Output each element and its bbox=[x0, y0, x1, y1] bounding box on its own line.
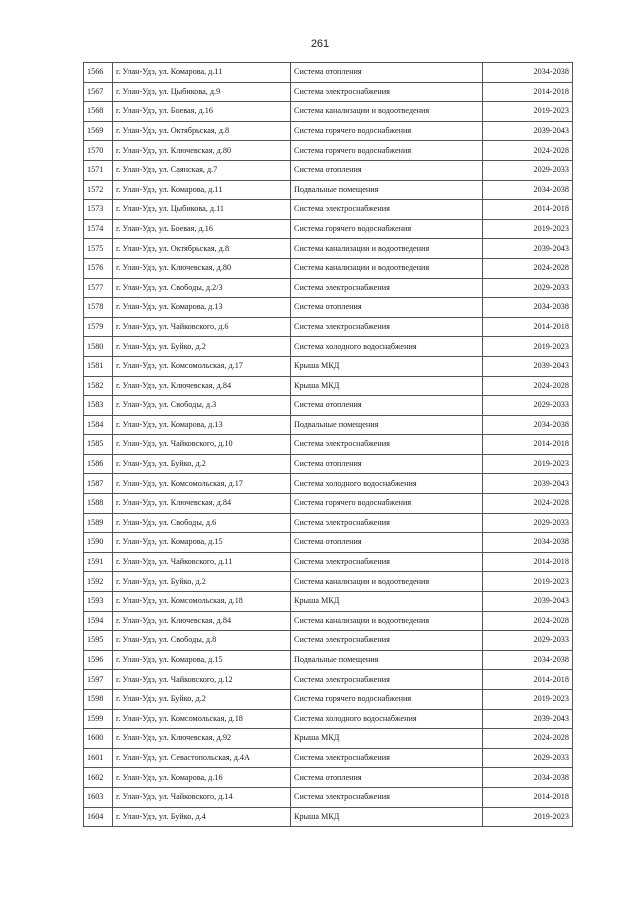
period-cell: 2029-2033 bbox=[483, 160, 573, 180]
row-number-cell: 1592 bbox=[84, 572, 113, 592]
address-cell: г. Улан-Удэ, ул. Цыбикова, д.11 bbox=[113, 200, 291, 220]
system-cell: Система горячего водоснабжения bbox=[291, 141, 483, 161]
row-number-cell: 1586 bbox=[84, 454, 113, 474]
address-cell: г. Улан-Удэ, ул. Буйко, д.2 bbox=[113, 690, 291, 710]
row-number-cell: 1582 bbox=[84, 376, 113, 396]
table-row bbox=[84, 160, 573, 180]
period-cell: 2019-2023 bbox=[483, 337, 573, 357]
period-cell: 2039-2043 bbox=[483, 474, 573, 494]
address-cell: г. Улан-Удэ, ул. Буйко, д.2 bbox=[113, 454, 291, 474]
period-cell: 2014-2018 bbox=[483, 552, 573, 572]
table-row bbox=[84, 748, 573, 768]
registry-table-body bbox=[84, 63, 573, 827]
system-cell: Крыша МКД bbox=[291, 376, 483, 396]
period-cell: 2029-2033 bbox=[483, 278, 573, 298]
system-cell: Система отопления bbox=[291, 298, 483, 318]
address-cell: г. Улан-Удэ, ул. Комарова, д.15 bbox=[113, 533, 291, 553]
system-cell: Крыша МКД bbox=[291, 807, 483, 827]
table-row bbox=[84, 435, 573, 455]
system-cell: Система канализации и водоотведения bbox=[291, 611, 483, 631]
table-row bbox=[84, 317, 573, 337]
address-cell: г. Улан-Удэ, ул. Ключевская, д.80 bbox=[113, 258, 291, 278]
address-cell: г. Улан-Удэ, ул. Свободы, д.3 bbox=[113, 396, 291, 416]
row-number-cell: 1580 bbox=[84, 337, 113, 357]
system-cell: Система канализации и водоотведения bbox=[291, 102, 483, 122]
system-cell: Система электроснабжения bbox=[291, 552, 483, 572]
registry-table bbox=[83, 62, 573, 827]
period-cell: 2019-2023 bbox=[483, 102, 573, 122]
period-cell: 2024-2028 bbox=[483, 494, 573, 514]
period-cell: 2014-2018 bbox=[483, 82, 573, 102]
address-cell: г. Улан-Удэ, ул. Комсомольская, д.17 bbox=[113, 356, 291, 376]
table-row bbox=[84, 356, 573, 376]
table-row bbox=[84, 278, 573, 298]
period-cell: 2024-2028 bbox=[483, 258, 573, 278]
table-row bbox=[84, 729, 573, 749]
system-cell: Система электроснабжения bbox=[291, 435, 483, 455]
table-row bbox=[84, 141, 573, 161]
table-row bbox=[84, 396, 573, 416]
table-row bbox=[84, 219, 573, 239]
period-cell: 2034-2038 bbox=[483, 63, 573, 83]
table-row bbox=[84, 787, 573, 807]
address-cell: г. Улан-Удэ, ул. Октябрьская, д.8 bbox=[113, 239, 291, 259]
row-number-cell: 1603 bbox=[84, 787, 113, 807]
period-cell: 2039-2043 bbox=[483, 239, 573, 259]
row-number-cell: 1577 bbox=[84, 278, 113, 298]
row-number-cell: 1601 bbox=[84, 748, 113, 768]
period-cell: 2019-2023 bbox=[483, 454, 573, 474]
period-cell: 2034-2038 bbox=[483, 650, 573, 670]
table-row bbox=[84, 690, 573, 710]
table-row bbox=[84, 631, 573, 651]
system-cell: Подвальные помещения bbox=[291, 650, 483, 670]
row-number-cell: 1600 bbox=[84, 729, 113, 749]
system-cell: Система отопления bbox=[291, 533, 483, 553]
address-cell: г. Улан-Удэ, ул. Ключевская, д.92 bbox=[113, 729, 291, 749]
row-number-cell: 1576 bbox=[84, 258, 113, 278]
system-cell: Система отопления bbox=[291, 396, 483, 416]
system-cell: Система отопления bbox=[291, 454, 483, 474]
row-number-cell: 1572 bbox=[84, 180, 113, 200]
address-cell: г. Улан-Удэ, ул. Боевая, д.16 bbox=[113, 219, 291, 239]
system-cell: Система холодного водоснабжения bbox=[291, 474, 483, 494]
table-row bbox=[84, 200, 573, 220]
system-cell: Система канализации и водоотведения bbox=[291, 239, 483, 259]
system-cell: Система горячего водоснабжения bbox=[291, 494, 483, 514]
system-cell: Система электроснабжения bbox=[291, 317, 483, 337]
row-number-cell: 1593 bbox=[84, 592, 113, 612]
address-cell: г. Улан-Удэ, ул. Ключевская, д.84 bbox=[113, 611, 291, 631]
period-cell: 2029-2033 bbox=[483, 396, 573, 416]
system-cell: Система горячего водоснабжения bbox=[291, 121, 483, 141]
table-row bbox=[84, 258, 573, 278]
table-row bbox=[84, 670, 573, 690]
address-cell: г. Улан-Удэ, ул. Свободы, д.6 bbox=[113, 513, 291, 533]
address-cell: г. Улан-Удэ, ул. Боевая, д.16 bbox=[113, 102, 291, 122]
system-cell: Система отопления bbox=[291, 768, 483, 788]
system-cell: Система горячего водоснабжения bbox=[291, 690, 483, 710]
table-row bbox=[84, 650, 573, 670]
period-cell: 2034-2038 bbox=[483, 180, 573, 200]
system-cell: Система горячего водоснабжения bbox=[291, 219, 483, 239]
table-row bbox=[84, 572, 573, 592]
row-number-cell: 1574 bbox=[84, 219, 113, 239]
address-cell: г. Улан-Удэ, ул. Свободы, д.2/3 bbox=[113, 278, 291, 298]
address-cell: г. Улан-Удэ, ул. Саянская, д.7 bbox=[113, 160, 291, 180]
row-number-cell: 1602 bbox=[84, 768, 113, 788]
period-cell: 2014-2018 bbox=[483, 670, 573, 690]
table-row bbox=[84, 121, 573, 141]
table-row bbox=[84, 63, 573, 83]
period-cell: 2019-2023 bbox=[483, 219, 573, 239]
address-cell: г. Улан-Удэ, ул. Севастопольская, д.4А bbox=[113, 748, 291, 768]
address-cell: г. Улан-Удэ, ул. Комсомольская, д.18 bbox=[113, 592, 291, 612]
period-cell: 2034-2038 bbox=[483, 415, 573, 435]
address-cell: г. Улан-Удэ, ул. Комарова, д.11 bbox=[113, 180, 291, 200]
system-cell: Система электроснабжения bbox=[291, 513, 483, 533]
system-cell: Крыша МКД bbox=[291, 592, 483, 612]
address-cell: г. Улан-Удэ, ул. Буйко, д.2 bbox=[113, 572, 291, 592]
period-cell: 2024-2028 bbox=[483, 141, 573, 161]
system-cell: Подвальные помещения bbox=[291, 415, 483, 435]
period-cell: 2014-2018 bbox=[483, 435, 573, 455]
period-cell: 2034-2038 bbox=[483, 768, 573, 788]
address-cell: г. Улан-Удэ, ул. Комарова, д.16 bbox=[113, 768, 291, 788]
period-cell: 2039-2043 bbox=[483, 709, 573, 729]
period-cell: 2039-2043 bbox=[483, 121, 573, 141]
address-cell: г. Улан-Удэ, ул. Ключевская, д.84 bbox=[113, 376, 291, 396]
period-cell: 2024-2028 bbox=[483, 729, 573, 749]
address-cell: г. Улан-Удэ, ул. Комарова, д.13 bbox=[113, 415, 291, 435]
row-number-cell: 1585 bbox=[84, 435, 113, 455]
address-cell: г. Улан-Удэ, ул. Комсомольская, д.17 bbox=[113, 474, 291, 494]
row-number-cell: 1590 bbox=[84, 533, 113, 553]
period-cell: 2034-2038 bbox=[483, 533, 573, 553]
period-cell: 2029-2033 bbox=[483, 513, 573, 533]
row-number-cell: 1566 bbox=[84, 63, 113, 83]
system-cell: Система отопления bbox=[291, 63, 483, 83]
row-number-cell: 1584 bbox=[84, 415, 113, 435]
table-row bbox=[84, 552, 573, 572]
address-cell: г. Улан-Удэ, ул. Свободы, д.8 bbox=[113, 631, 291, 651]
address-cell: г. Улан-Удэ, ул. Чайковского, д.6 bbox=[113, 317, 291, 337]
table-row bbox=[84, 494, 573, 514]
row-number-cell: 1599 bbox=[84, 709, 113, 729]
period-cell: 2039-2043 bbox=[483, 592, 573, 612]
table-row bbox=[84, 768, 573, 788]
table-row bbox=[84, 513, 573, 533]
address-cell: г. Улан-Удэ, ул. Цыбикова, д.9 bbox=[113, 82, 291, 102]
system-cell: Система канализации и водоотведения bbox=[291, 572, 483, 592]
system-cell: Система электроснабжения bbox=[291, 748, 483, 768]
address-cell: г. Улан-Удэ, ул. Комсомольская, д.18 bbox=[113, 709, 291, 729]
table-row bbox=[84, 239, 573, 259]
row-number-cell: 1594 bbox=[84, 611, 113, 631]
row-number-cell: 1581 bbox=[84, 356, 113, 376]
period-cell: 2019-2023 bbox=[483, 807, 573, 827]
period-cell: 2034-2038 bbox=[483, 298, 573, 318]
period-cell: 2029-2033 bbox=[483, 748, 573, 768]
address-cell: г. Улан-Удэ, ул. Чайковского, д.10 bbox=[113, 435, 291, 455]
address-cell: г. Улан-Удэ, ул. Ключевская, д.84 bbox=[113, 494, 291, 514]
row-number-cell: 1589 bbox=[84, 513, 113, 533]
table-row bbox=[84, 709, 573, 729]
page-number: 261 bbox=[310, 38, 330, 50]
table-row bbox=[84, 454, 573, 474]
table-row bbox=[84, 592, 573, 612]
row-number-cell: 1597 bbox=[84, 670, 113, 690]
row-number-cell: 1567 bbox=[84, 82, 113, 102]
period-cell: 2014-2018 bbox=[483, 787, 573, 807]
table-row bbox=[84, 474, 573, 494]
address-cell: г. Улан-Удэ, ул. Октябрьская, д.8 bbox=[113, 121, 291, 141]
period-cell: 2014-2018 bbox=[483, 317, 573, 337]
row-number-cell: 1569 bbox=[84, 121, 113, 141]
period-cell: 2024-2028 bbox=[483, 611, 573, 631]
row-number-cell: 1587 bbox=[84, 474, 113, 494]
row-number-cell: 1575 bbox=[84, 239, 113, 259]
table-row bbox=[84, 298, 573, 318]
address-cell: г. Улан-Удэ, ул. Ключевская, д.80 bbox=[113, 141, 291, 161]
system-cell: Система электроснабжения bbox=[291, 278, 483, 298]
table-row bbox=[84, 415, 573, 435]
table-row bbox=[84, 376, 573, 396]
system-cell: Система электроснабжения bbox=[291, 787, 483, 807]
address-cell: г. Улан-Удэ, ул. Буйко, д.4 bbox=[113, 807, 291, 827]
address-cell: г. Улан-Удэ, ул. Комарова, д.11 bbox=[113, 63, 291, 83]
row-number-cell: 1570 bbox=[84, 141, 113, 161]
row-number-cell: 1573 bbox=[84, 200, 113, 220]
address-cell: г. Улан-Удэ, ул. Комарова, д.15 bbox=[113, 650, 291, 670]
system-cell: Система электроснабжения bbox=[291, 200, 483, 220]
system-cell: Система электроснабжения bbox=[291, 670, 483, 690]
row-number-cell: 1578 bbox=[84, 298, 113, 318]
system-cell: Крыша МКД bbox=[291, 729, 483, 749]
period-cell: 2029-2033 bbox=[483, 631, 573, 651]
row-number-cell: 1583 bbox=[84, 396, 113, 416]
table-row bbox=[84, 807, 573, 827]
row-number-cell: 1588 bbox=[84, 494, 113, 514]
period-cell: 2024-2028 bbox=[483, 376, 573, 396]
row-number-cell: 1568 bbox=[84, 102, 113, 122]
system-cell: Система канализации и водоотведения bbox=[291, 258, 483, 278]
table-row bbox=[84, 102, 573, 122]
address-cell: г. Улан-Удэ, ул. Чайковского, д.11 bbox=[113, 552, 291, 572]
row-number-cell: 1591 bbox=[84, 552, 113, 572]
row-number-cell: 1598 bbox=[84, 690, 113, 710]
system-cell: Система электроснабжения bbox=[291, 631, 483, 651]
period-cell: 2019-2023 bbox=[483, 690, 573, 710]
system-cell: Система холодного водоснабжения bbox=[291, 337, 483, 357]
address-cell: г. Улан-Удэ, ул. Комарова, д.13 bbox=[113, 298, 291, 318]
system-cell: Крыша МКД bbox=[291, 356, 483, 376]
table-row bbox=[84, 180, 573, 200]
table-row bbox=[84, 337, 573, 357]
system-cell: Система отопления bbox=[291, 160, 483, 180]
address-cell: г. Улан-Удэ, ул. Буйко, д.2 bbox=[113, 337, 291, 357]
row-number-cell: 1595 bbox=[84, 631, 113, 651]
address-cell: г. Улан-Удэ, ул. Чайковского, д.14 bbox=[113, 787, 291, 807]
table-row bbox=[84, 611, 573, 631]
period-cell: 2039-2043 bbox=[483, 356, 573, 376]
row-number-cell: 1604 bbox=[84, 807, 113, 827]
period-cell: 2019-2023 bbox=[483, 572, 573, 592]
table-row bbox=[84, 82, 573, 102]
row-number-cell: 1579 bbox=[84, 317, 113, 337]
period-cell: 2014-2018 bbox=[483, 200, 573, 220]
table-row bbox=[84, 533, 573, 553]
system-cell: Система холодного водоснабжения bbox=[291, 709, 483, 729]
address-cell: г. Улан-Удэ, ул. Чайковского, д.12 bbox=[113, 670, 291, 690]
row-number-cell: 1571 bbox=[84, 160, 113, 180]
system-cell: Система электроснабжения bbox=[291, 82, 483, 102]
system-cell: Подвальные помещения bbox=[291, 180, 483, 200]
row-number-cell: 1596 bbox=[84, 650, 113, 670]
